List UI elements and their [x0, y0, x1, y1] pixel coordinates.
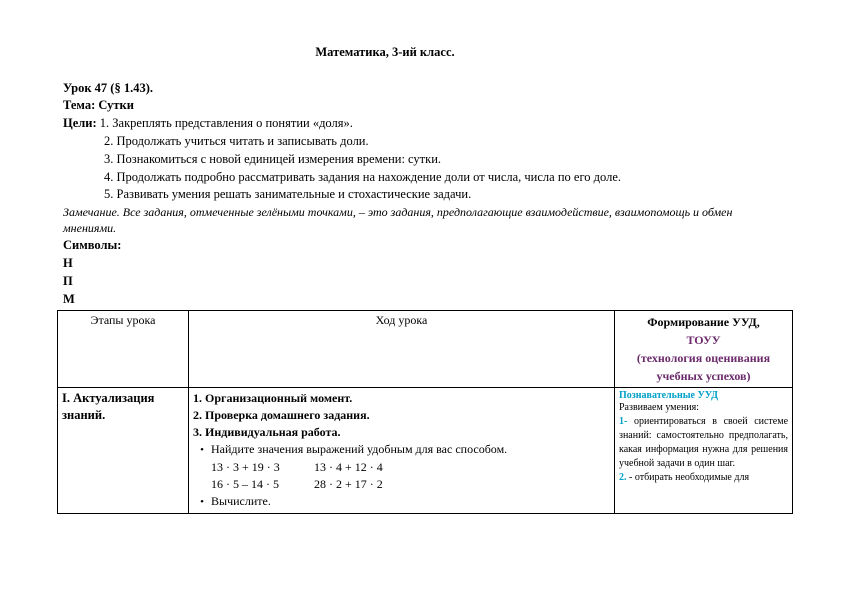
course-item: 2. Проверка домашнего задания.: [193, 408, 370, 422]
uud-item-text: - отбирать необходимые для: [629, 472, 750, 483]
symbol-item: Н: [63, 256, 73, 270]
goals-label: Цели:: [63, 116, 97, 130]
header-uud-line2: ТОУУ: [686, 333, 721, 347]
stage-cell: I. Актуализация знаний.: [58, 388, 189, 514]
uud-item-text: ориентироваться в своей системе знаний: самостоятельно предполагать, какая информация нужна для решения учебной задачи в один шаг.: [619, 416, 789, 469]
goal-item: 5. Развивать умения решать занимательные и стохастические задачи.: [104, 187, 472, 201]
header-uud-line3: (технология оценивания: [636, 351, 771, 365]
symbols-label: Символы:: [63, 238, 122, 252]
topic-value: Сутки: [98, 98, 134, 112]
task-item: [193, 441, 610, 459]
topic-label: Тема:: [63, 98, 96, 112]
course-cell: [189, 388, 615, 514]
uud-intro: Развиваем умения:: [619, 402, 700, 413]
task-text: Найдите значения выражений удобным для вас способом.: [211, 442, 508, 456]
table-row: [58, 388, 793, 514]
header-stages: Этапы урока: [58, 311, 189, 388]
task-item: [193, 493, 610, 511]
header-uud-line1: Формирование УУД,: [647, 315, 760, 329]
uud-title: Познавательные УУД: [619, 390, 719, 401]
table-header-row: [58, 311, 793, 388]
note-text: Замечание. Все задания, отмеченные зелёными точками, – это задания, предполагающие взаимодействие, взаимопомощь и обмен мнениями.: [63, 205, 733, 235]
lesson-number: Урок 47 (§ 1.43).: [63, 81, 154, 95]
uud-item-number: 1-: [619, 416, 628, 427]
task-text: Вычислите.: [211, 494, 271, 508]
lesson-table: [57, 310, 793, 514]
expression-row: [193, 459, 610, 476]
course-item: 3. Индивидуальная работа.: [193, 425, 341, 439]
uud-cell: [615, 388, 793, 514]
symbol-item: М: [63, 292, 75, 306]
goal-item: 4. Продолжать подробно рассматривать задания на нахождение доли от числа, числа по его доле.: [104, 170, 621, 184]
header-uud-line4: учебных успехов): [656, 369, 751, 383]
goal-item: 1. Закреплять представления о понятии «доля».: [99, 116, 353, 130]
goal-item: 3. Познакомиться с новой единицей измерения времени: сутки.: [104, 152, 442, 166]
document-title: Математика, 3-ий класс.: [315, 45, 455, 59]
goal-item: 2. Продолжать учиться читать и записывать доли.: [104, 134, 369, 148]
uud-item: [619, 471, 788, 485]
uud-item-number: 2.: [619, 472, 627, 483]
course-item: 1. Организационный момент.: [193, 391, 353, 405]
expression: 16 · 5 – 14 · 5: [211, 477, 279, 491]
expression: 13 · 3 + 19 · 3: [211, 460, 280, 474]
header-course: Ход урока: [189, 311, 615, 388]
goals-line: [63, 115, 353, 132]
symbol-item: П: [63, 274, 73, 288]
uud-item: [619, 415, 788, 471]
topic-line: [63, 97, 134, 114]
header-uud: [615, 311, 793, 388]
expression-row: [193, 476, 610, 493]
expression: 13 · 4 + 12 · 4: [314, 460, 383, 474]
expression: 28 · 2 + 17 · 2: [314, 477, 383, 491]
